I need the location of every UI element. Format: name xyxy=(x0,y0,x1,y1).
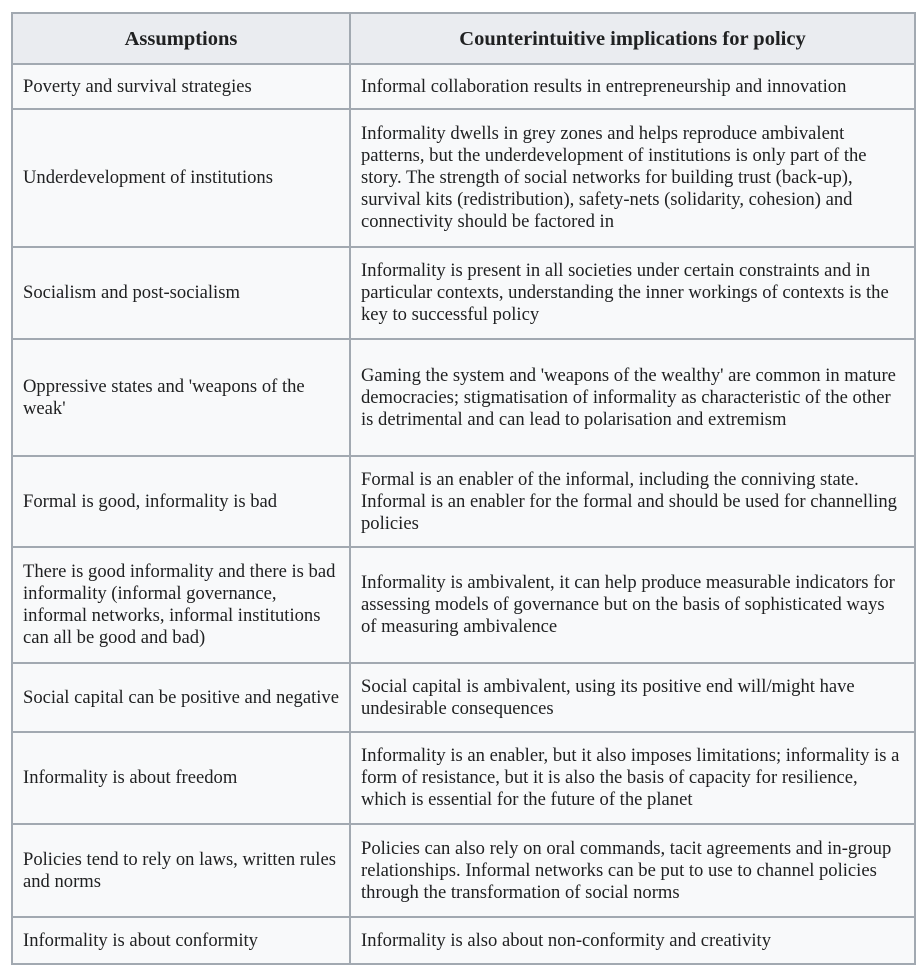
table-row xyxy=(12,64,915,109)
table-row xyxy=(12,456,915,547)
implication-cell: Social capital is ambivalent, using its positive end will/might have undesirable consequences xyxy=(350,663,915,732)
implication-cell: Informality is an enabler, but it also imposes limitations; informality is a form of resistance, but it is also the basis of capacity for resilience, which is essential for the future of the planet xyxy=(350,732,915,824)
table-row xyxy=(12,663,915,732)
table-row xyxy=(12,917,915,964)
implication-cell: Informality is ambivalent, it can help produce measurable indicators for assessing models of governance but on the basis of sophisticated ways of measuring ambivalence xyxy=(350,547,915,663)
assumption-cell: There is good informality and there is bad informality (informal governance, informal networks, informal institutions can all be good and bad) xyxy=(12,547,350,663)
implication-cell: Informality is present in all societies under certain constraints and in particular contexts, understanding the inner workings of contexts is the key to successful policy xyxy=(350,247,915,339)
table-row xyxy=(12,732,915,824)
table-row xyxy=(12,247,915,339)
assumption-cell: Policies tend to rely on laws, written rules and norms xyxy=(12,824,350,917)
assumption-cell: Social capital can be positive and negative xyxy=(12,663,350,732)
assumption-cell: Informality is about conformity xyxy=(12,917,350,964)
implication-cell: Policies can also rely on oral commands, tacit agreements and in-group relationships. Informal networks can be put to use to channel policies through the transformation of social norms xyxy=(350,824,915,917)
assumption-cell: Informality is about freedom xyxy=(12,732,350,824)
assumption-cell: Formal is good, informality is bad xyxy=(12,456,350,547)
column-header-implications: Counterintuitive implications for policy xyxy=(350,13,915,64)
table-row xyxy=(12,339,915,456)
implication-cell: Gaming the system and 'weapons of the wealthy' are common in mature democracies; stigmatisation of informality as characteristic of the other is detrimental and can lead to polarisation and extremism xyxy=(350,339,915,456)
assumption-cell: Oppressive states and 'weapons of the weak' xyxy=(12,339,350,456)
table-row xyxy=(12,824,915,917)
assumption-cell: Poverty and survival strategies xyxy=(12,64,350,109)
table-header-row xyxy=(12,13,915,64)
implication-cell: Formal is an enabler of the informal, including the conniving state. Informal is an enabler for the formal and should be used for channelling policies xyxy=(350,456,915,547)
column-header-assumptions: Assumptions xyxy=(12,13,350,64)
implication-cell: Informality dwells in grey zones and helps reproduce ambivalent patterns, but the underdevelopment of institutions is only part of the story. The strength of social networks for building trust (back-up), survival kits (redistribution), safety-nets (solidarity, cohesion) and connectivity should be factored in xyxy=(350,109,915,247)
assumption-cell: Underdevelopment of institutions xyxy=(12,109,350,247)
implication-cell: Informal collaboration results in entrepreneurship and innovation xyxy=(350,64,915,109)
assumptions-table xyxy=(11,12,916,965)
implication-cell: Informality is also about non-conformity and creativity xyxy=(350,917,915,964)
table-row xyxy=(12,547,915,663)
table-row xyxy=(12,109,915,247)
assumption-cell: Socialism and post-socialism xyxy=(12,247,350,339)
